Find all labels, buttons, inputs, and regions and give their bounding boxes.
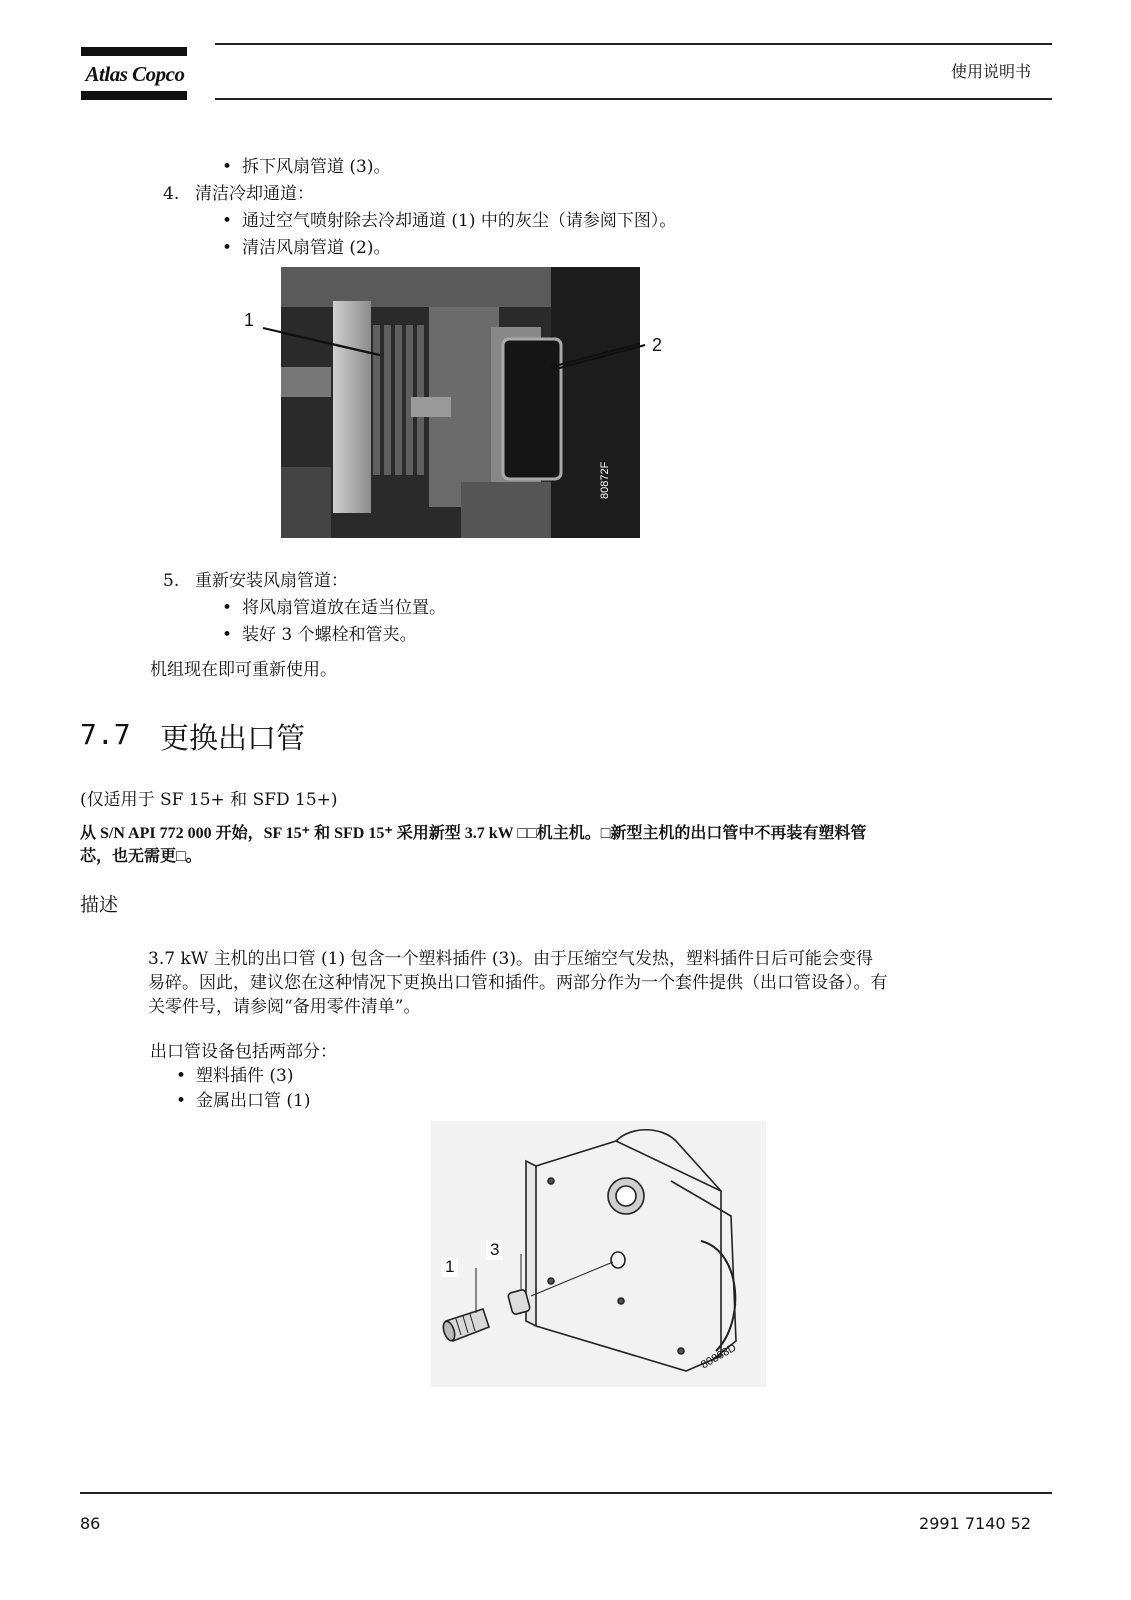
kit-intro-text: 出口管设备包括两部分： — [150, 1042, 337, 1062]
cooling-channel-photo — [281, 267, 640, 538]
logo-bottom-bar — [81, 91, 187, 100]
bullet-glyph: • — [176, 1091, 187, 1111]
applies-to-note: (仅适用于 SF 15+ 和 SFD 15+) — [80, 790, 338, 810]
callout-2-outer: 2 — [652, 335, 663, 355]
serial-number-note — [80, 822, 1050, 868]
cooling-channel-photo-art — [281, 267, 640, 538]
callout-2-leader — [550, 340, 650, 375]
callout-1: 1 — [441, 1257, 458, 1277]
bullet-text: 将风扇管道放在适当位置。 — [242, 598, 446, 618]
section-number: 7.7 — [80, 718, 131, 751]
outlet-pipe-drawing — [431, 1121, 766, 1387]
ready-text: 机组现在即可重新使用。 — [150, 660, 337, 680]
step-number: 5. — [163, 571, 180, 591]
list-item — [222, 233, 390, 258]
bullet-glyph: • — [222, 238, 233, 258]
footer-rule — [80, 1492, 1052, 1494]
logo-wordmark: Atlas Copco — [85, 62, 185, 86]
bullet-glyph: • — [222, 625, 233, 645]
list-item — [176, 1086, 310, 1111]
paragraph-line: 关零件号，请参阅“备用零件清单”。 — [148, 997, 421, 1017]
section-title: 更换出口管 — [160, 721, 306, 755]
description-paragraph — [148, 947, 1043, 1019]
serial-note-line-1: 从 S/N API 772 000 开始，SF 15⁺ 和 SFD 15⁺ 采用新型 3.7 kW □□机主机。□新型主机的出口管中不再装有塑料管 — [80, 825, 867, 842]
bullet-text: 清洁风扇管道 (2)。 — [242, 238, 391, 258]
list-item — [222, 206, 676, 231]
page-number: 86 — [80, 1514, 101, 1533]
serial-note-line-2: 芯，也无需更□。 — [80, 848, 202, 865]
bullet-text: 拆下风扇管道 (3)。 — [242, 157, 391, 177]
outlet-pipe-drawing-art — [431, 1121, 766, 1387]
document-number: 2991 7140 52 — [919, 1514, 1031, 1533]
list-item — [222, 152, 390, 177]
paragraph-line: 易碎。因此，建议您在这种情况下更换出口管和插件。两部分作为一个套件提供（出口管设备）。有 — [148, 973, 888, 993]
bullet-text: 金属出口管 (1) — [196, 1091, 311, 1111]
list-item — [176, 1061, 293, 1086]
step-number: 4. — [163, 184, 180, 204]
bullet-glyph: • — [222, 211, 233, 231]
header-bottom-rule — [215, 98, 1052, 100]
step-4-heading — [163, 179, 314, 204]
bullet-text: 塑料插件 (3) — [196, 1066, 294, 1086]
callout-3: 3 — [486, 1240, 503, 1260]
list-item — [222, 593, 446, 618]
step-label: 清洁冷却通道： — [195, 184, 314, 204]
description-heading: 描述 — [80, 894, 119, 916]
bullet-glyph: • — [176, 1066, 187, 1086]
paragraph-line: 3.7 kW 主机的出口管 (1) 包含一个塑料插件 (3)。由于压缩空气发热，塑料插件日后可能会变得 — [148, 949, 873, 969]
figure-code: 80868D — [699, 1341, 739, 1372]
bullet-glyph: • — [222, 157, 233, 177]
step-5-heading — [163, 566, 348, 591]
figure-code: 80872F — [599, 461, 611, 499]
callout-1-outer: 1 — [244, 310, 255, 330]
bullet-text: 装好 3 个螺栓和管夹。 — [242, 625, 417, 645]
header-top-rule — [215, 43, 1052, 45]
logo-top-bar — [81, 47, 187, 56]
callout-1-leader — [255, 320, 395, 360]
bullet-glyph: • — [222, 598, 233, 618]
header-title: 使用说明书 — [950, 62, 1031, 81]
bullet-text: 通过空气喷射除去冷却通道 (1) 中的灰尘（请参阅下图）。 — [242, 211, 677, 231]
list-item — [222, 620, 417, 645]
step-label: 重新安装风扇管道： — [195, 571, 348, 591]
